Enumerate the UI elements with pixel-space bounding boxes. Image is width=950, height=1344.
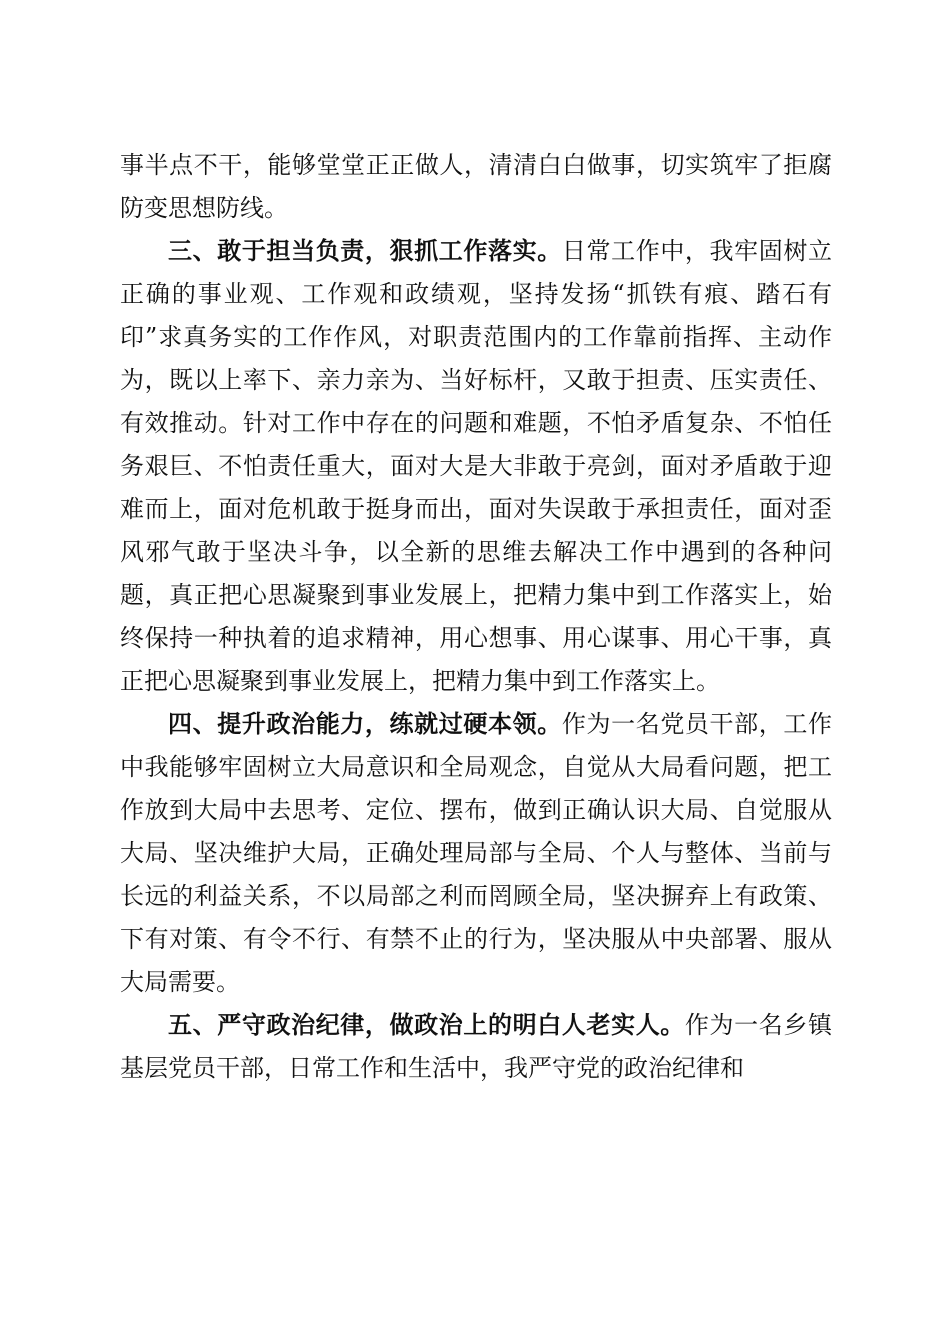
paragraph-continuation [120, 144, 832, 230]
paragraph-section-three [120, 230, 832, 703]
paragraph-body: 作为一名乡镇基层党员干部，日常工作和生活中，我严守党的政治纪律和 [120, 1011, 832, 1082]
paragraph-section-four [120, 703, 832, 1004]
section-heading: 四、提升政治能力，练就过硬本领。 [168, 710, 562, 738]
document-body [120, 144, 832, 1090]
section-heading: 五、严守政治纪律，做政治上的明白人老实人。 [168, 1011, 685, 1039]
section-heading: 三、敢于担当负责，狠抓工作落实。 [168, 237, 562, 265]
paragraph-section-five [120, 1004, 832, 1090]
paragraph-body: 日常工作中，我牢固树立正确的事业观、工作观和政绩观，坚持发扬“抓铁有痕、踏石有印”求真务实的工作作风，对职责范围内的工作靠前指挥、主动作为，既以上率下、亲力亲为、当好标杆，又敢于担责、压实责任、有效推动。针对工作中存在的问题和难题，不怕矛盾复杂、不怕任务艰巨、不怕责任重大，面对大是大非敢于亮剑，面对矛盾敢于迎难而上，面对危机敢于挺身而出，面对失误敢于承担责任，面对歪风邪气敢于坚决斗争，以全新的思维去解决工作中遇到的各种问题，真正把心思凝聚到事业发展上，把精力集中到工作落实上，始终保持一种执着的追求精神，用心想事、用心谋事、用心干事，真正把心思凝聚到事业发展上，把精力集中到工作落实上。 [120, 237, 833, 695]
paragraph-body: 事半点不干，能够堂堂正正做人，清清白白做事，切实筑牢了拒腐防变思想防线。 [120, 151, 832, 222]
paragraph-body: 作为一名党员干部，工作中我能够牢固树立大局意识和全局观念，自觉从大局看问题，把工作放到大局中去思考、定位、摆布，做到正确认识大局、自觉服从大局、坚决维护大局，正确处理局部与全局、个人与整体、当前与长远的利益关系，不以局部之利而罔顾全局，坚决摒弃上有政策、下有对策、有令不行、有禁不止的行为，坚决服从中央部署、服从大局需要。 [120, 710, 833, 996]
